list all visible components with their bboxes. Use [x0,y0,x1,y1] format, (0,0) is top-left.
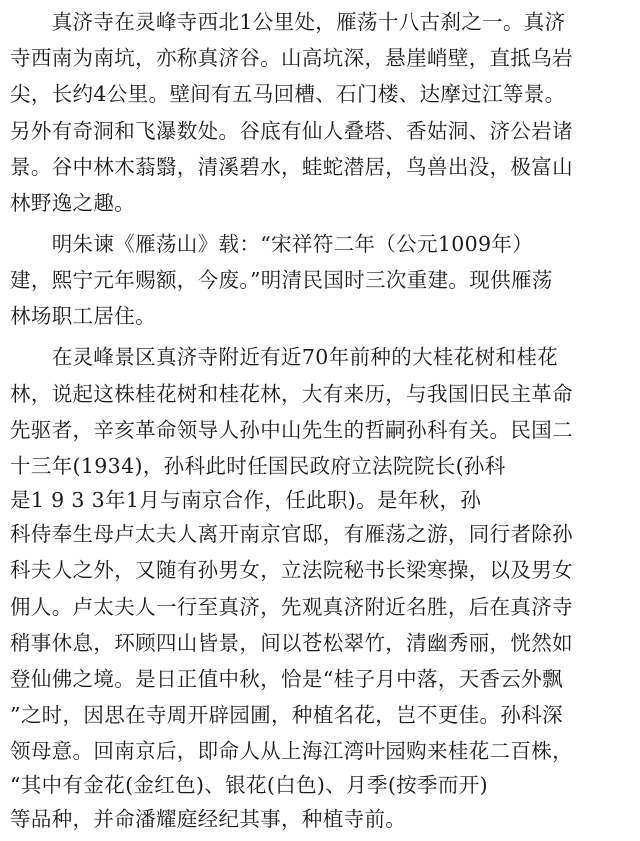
text-line: 领母意。回南京后，即命人从上海江湾叶园购来桂花二百株， [10,739,573,763]
text-line: 明朱谏《雁荡山》载：“宋祥符二年（公元1009年） [10,232,534,256]
text-line: 先驱者，辛亥革命领导人孙中山先生的哲嗣孙科有关。民国二 [10,418,573,442]
text-line: 林野逸之趣。 [10,191,136,215]
text-line: 科夫人之外，又随有孙男女，立法院秘书长梁寒操，以及男女 [10,558,573,582]
text-line: 稍事休息，环顾四山皆景，间以苍松翠竹，清幽秀丽，恍然如 [10,631,573,655]
text-line: 科侍奉生母卢太夫人离开南京官邸，有雁荡之游，同行者除孙 [10,522,573,546]
text-line: 另外有奇洞和飞瀑数处。谷底有仙人叠塔、香姑洞、济公岩诸 [10,119,573,143]
text-line: “其中有金花(金红色)、银花(白色)、月季(按季而开) [10,773,488,797]
text-line: 景。谷中林木蓊翳，清溪碧水，蛙蛇潜居，鸟兽出没，极富山 [10,155,573,179]
text-line: 等品种，并命潘耀庭经纪其事，种植寺前。 [10,807,407,831]
text-line: 真济寺在灵峰寺西北1公里处，雁荡十八古刹之一。真济 [10,10,566,34]
text-line: ”之时，因思在寺周开辟园圃，种植名花，岂不更佳。孙科深 [10,703,563,727]
text-line: 建，熙宁元年赐额，今废。”明清民国时三次重建。现供雁荡 [10,268,553,292]
text-line: 寺西南为南坑，亦称真济谷。山高坑深，悬崖峭壁，直抵乌岩 [10,46,573,70]
text-line: 林，说起这株桂花树和桂花林，大有来历，与我国旧民主革命 [10,382,573,406]
text-line: 在灵峰景区真济寺附近有近70年前种的大桂花树和桂花 [10,345,559,369]
text-line: 是1 9 3 3年1月与南京合作，任此职)。是年秋，孙 [10,488,482,512]
text-line: 林场职工居住。 [10,304,156,328]
text-line: 十三年(1934)，孙科此时任国民政府立法院院长(孙科 [10,454,506,478]
text-line: 尖，长约4公里。壁间有五马回槽、石门楼、达摩过江等景。 [10,82,566,106]
text-line: 登仙佛之境。是日正值中秋，恰是“桂子月中落，天香云外飘 [10,667,563,691]
text-line: 佣人。卢太夫人一行至真济，先观真济附近名胜，后在真济寺 [10,595,573,619]
